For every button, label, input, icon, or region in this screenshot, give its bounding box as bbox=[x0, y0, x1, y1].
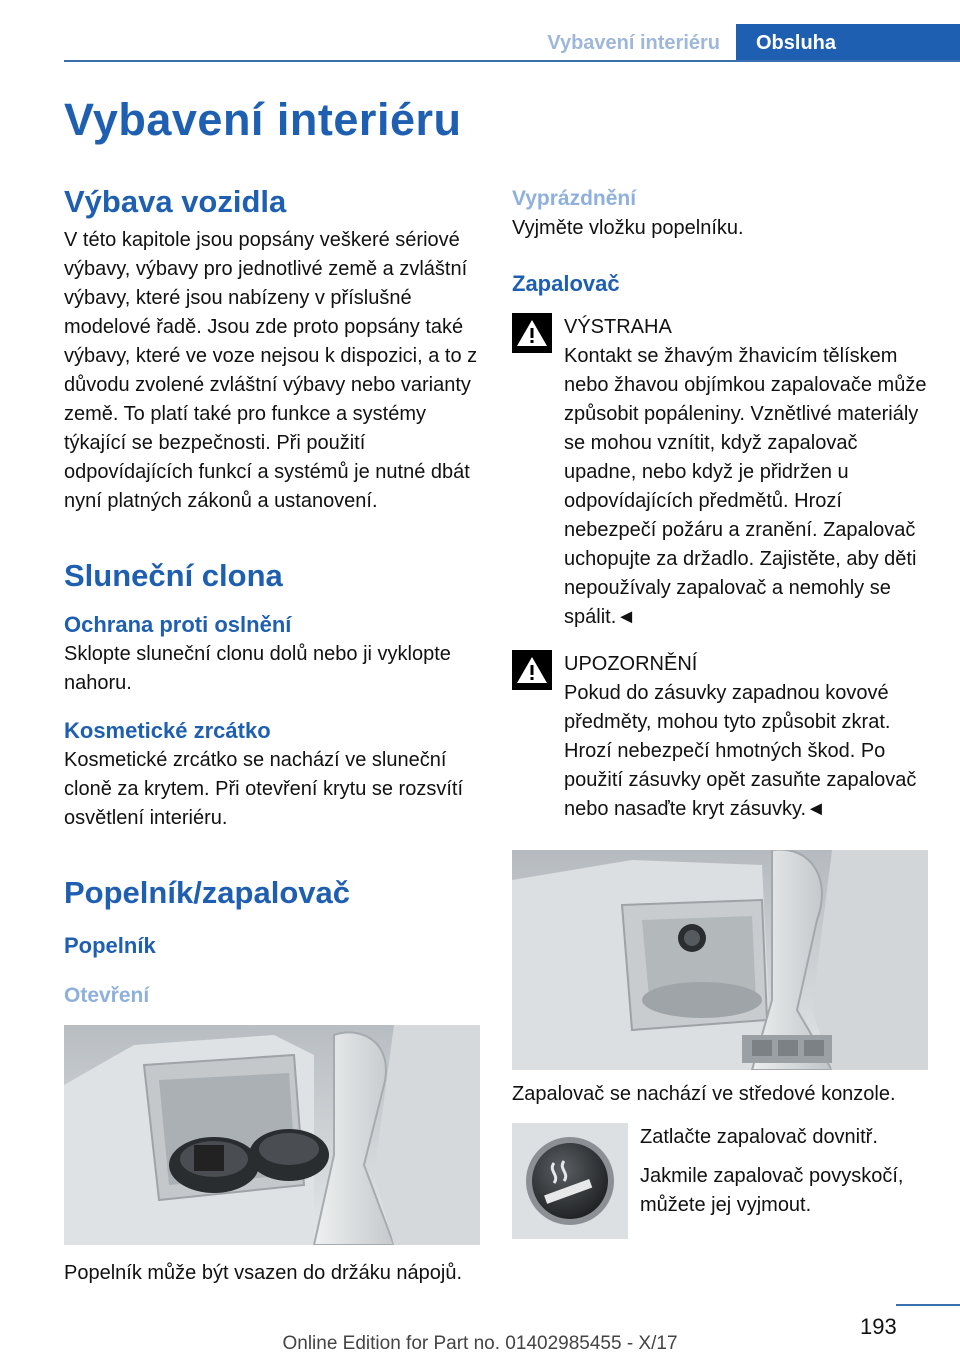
heading-ashtray: Popelník bbox=[64, 933, 156, 958]
ashtray-illustration bbox=[64, 1025, 480, 1245]
heading-lighter: Zapalovač bbox=[512, 271, 620, 296]
heading-sun-visor: Sluneční clona bbox=[64, 558, 283, 593]
heading-opening: Otevření bbox=[64, 984, 150, 1007]
warning-text: Kontakt se žhavým žhavicím tělískem nebo žhavou objímkou zapalovače může způsobit popáleniny. Vznětlivé materiály se mohou vznítit, když zapalovač upadne, nebo když je přidržen u odpovídajících předmětů. Hrozí nebezpečí požáru a zranění. Zapalovač uchopujte za držadlo. Zajistěte, aby děti nepoužívaly zapalovač a nemohly se spálit.◄ bbox=[564, 345, 927, 628]
warning-triangle-icon bbox=[512, 650, 552, 690]
warning-title: VÝSTRAHA bbox=[564, 316, 672, 338]
notice-title: UPOZORNĚNÍ bbox=[564, 653, 698, 675]
right-column bbox=[512, 180, 930, 1243]
warning-triangle-icon bbox=[512, 313, 552, 353]
footer-divider bbox=[896, 1304, 960, 1306]
cigarette-lighter-icon bbox=[512, 1123, 628, 1239]
caption-ashtray: Popelník může být vsazen do držáku nápojů. bbox=[64, 1262, 463, 1284]
heading-emptying: Vyprázdnění bbox=[512, 187, 637, 210]
header-section-tab[interactable]: Vybavení interiéru bbox=[530, 24, 736, 62]
console-illustration bbox=[512, 850, 928, 1070]
heading-vanity-mirror: Kosmetické zrcátko bbox=[64, 718, 271, 743]
text-lighter-pops: Jakmile zapalovač povyskočí, můžete jej vyjmout. bbox=[640, 1165, 904, 1216]
header-active-tab[interactable]: Obsluha bbox=[736, 24, 960, 62]
page-number: 193 bbox=[860, 1314, 897, 1339]
notice-block bbox=[512, 650, 930, 824]
footer-edition: Online Edition for Part no. 01402985455 - X/17 bbox=[282, 1333, 678, 1354]
heading-equipment: Výbava vozidla bbox=[64, 184, 287, 219]
text-push-lighter: Zatlačte zapalovač dovnitř. bbox=[640, 1126, 878, 1148]
text-emptying: Vyjměte vložku popelníku. bbox=[512, 217, 744, 239]
lighter-instruction bbox=[512, 1123, 930, 1243]
notice-text: Pokud do zásuvky zapadnou kovové předměty, mohou tyto způsobit zkrat. Hrozí nebezpečí hmotných škod. Po použití zásuvky opět zasuňte zapalovač nebo nasaďte kryt zásuvky.◄ bbox=[564, 682, 917, 820]
page-title: Vybavení interiéru bbox=[64, 94, 462, 145]
text-vanity-mirror: Kosmetické zrcátko se nachází ve sluneční cloně za krytem. Při otevření krytu se rozsvítí osvětlení interiéru. bbox=[64, 749, 464, 829]
text-equipment: V této kapitole jsou popsány veškeré sériové výbavy, výbavy pro jednotlivé země a zvláštní výbavy, které jsou nabízeny v příslušné modelové řadě. Jsou zde proto popsány také výbavy, které ve voze nejsou k dispozici, a to z důvodu zvolené zvláštní výbavy nebo varianty země. To platí také pro funkce a systémy týkající se bezpečnosti. Při použití odpovídajících funkcí a systémů je nutné dbát nyní platných zákonů a ustanovení. bbox=[64, 229, 478, 512]
heading-ashtray-lighter: Popelník/zapalovač bbox=[64, 875, 350, 910]
lighter-steps bbox=[640, 1123, 930, 1220]
header-divider bbox=[64, 60, 960, 62]
left-column bbox=[64, 180, 480, 1288]
heading-glare-protection: Ochrana proti oslnění bbox=[64, 612, 292, 637]
caption-console: Zapalovač se nachází ve středové konzole. bbox=[512, 1083, 896, 1105]
text-glare-protection: Sklopte sluneční clonu dolů nebo ji vyklopte nahoru. bbox=[64, 643, 451, 694]
warning-block bbox=[512, 313, 930, 632]
